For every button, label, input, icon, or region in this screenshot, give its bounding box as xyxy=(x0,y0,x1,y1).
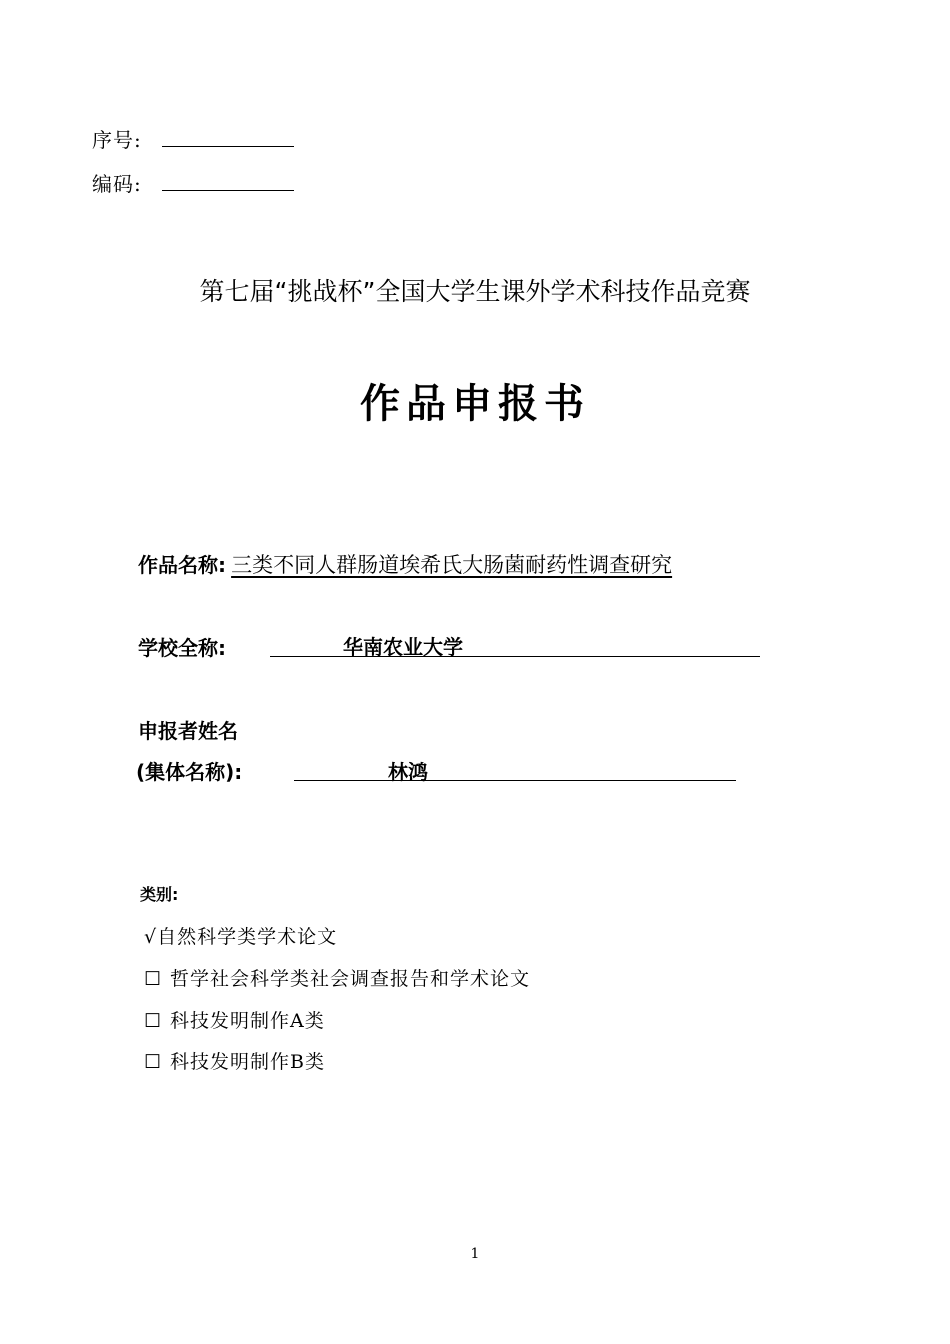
category-label: 类别: xyxy=(140,885,179,904)
code-label: 编码: xyxy=(92,172,142,196)
serial-number-label: 序号: xyxy=(92,128,142,152)
applicant-label-line1: 申报者姓名 xyxy=(138,719,238,743)
category-option-invention-a[interactable] xyxy=(144,1006,325,1033)
work-name-label: 作品名称: xyxy=(138,553,226,577)
serial-number-field xyxy=(92,124,142,153)
option-text: 自然科学类学术论文 xyxy=(157,926,338,948)
applicant-underline xyxy=(294,754,736,781)
school-label: 学校全称: xyxy=(138,636,226,660)
checkbox-icon: ☐ xyxy=(144,1010,163,1032)
category-option-natural-science[interactable] xyxy=(144,922,337,949)
work-name-row xyxy=(138,549,672,579)
category-option-social-science[interactable] xyxy=(144,964,530,991)
option-text: 哲学社会科学类社会调查报告和学术论文 xyxy=(170,968,531,990)
code-field xyxy=(92,168,142,197)
competition-title: 第七届“挑战杯”全国大学生课外学术科技作品竞赛 xyxy=(199,277,751,306)
checkbox-icon: ☐ xyxy=(144,1051,163,1073)
category-option-invention-b[interactable] xyxy=(144,1047,325,1074)
code-blank[interactable] xyxy=(162,190,294,191)
serial-number-blank[interactable] xyxy=(162,146,294,147)
checkmark-icon: √ xyxy=(144,926,158,948)
work-name-value: 三类不同人群肠道埃希氏大肠菌耐药性调查研究 xyxy=(231,553,673,577)
option-text: 科技发明制作B类 xyxy=(170,1051,326,1073)
applicant-value: 林鸿 xyxy=(388,760,428,784)
school-value: 华南农业大学 xyxy=(343,635,463,659)
checkbox-icon: ☐ xyxy=(144,968,163,990)
document-title: 作品申报书 xyxy=(360,381,590,427)
page-number: 1 xyxy=(470,1246,480,1262)
option-text: 科技发明制作A类 xyxy=(170,1010,325,1032)
applicant-label-line2: (集体名称): xyxy=(136,760,243,784)
